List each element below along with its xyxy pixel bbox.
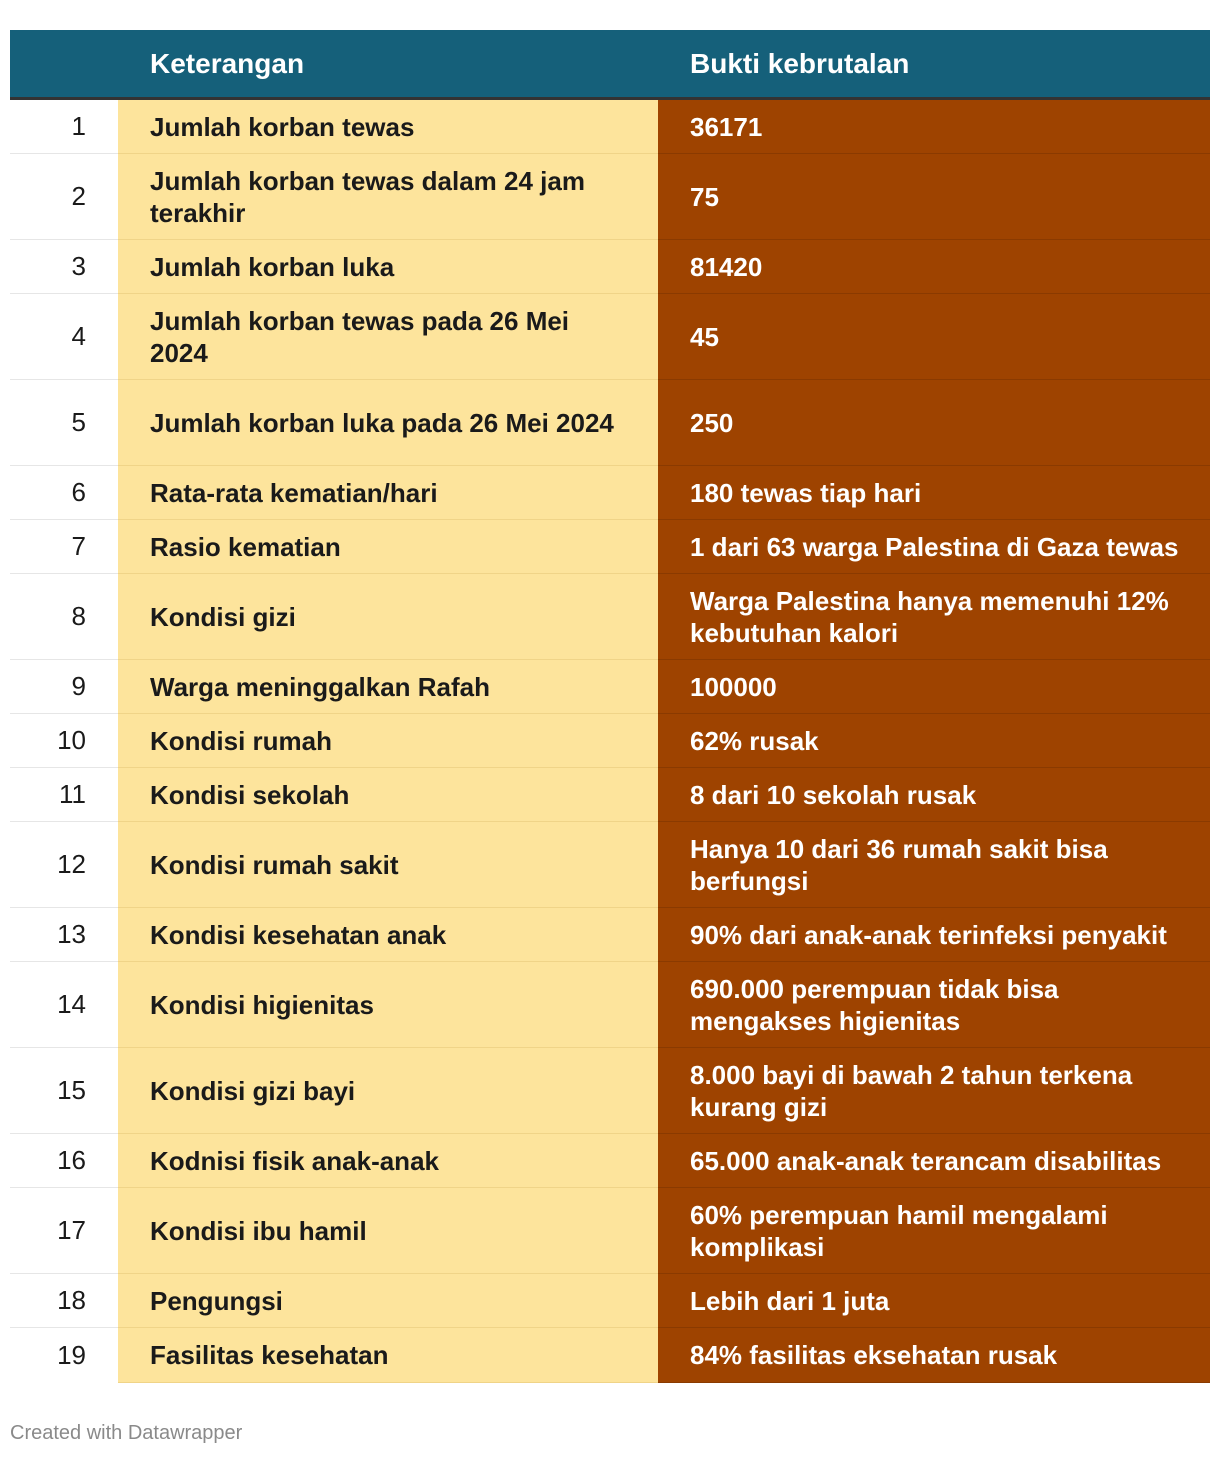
row-description: Kondisi sekolah <box>118 768 658 822</box>
row-value: 36171 <box>658 100 1210 154</box>
row-value: 250 <box>658 380 1210 466</box>
row-value: Lebih dari 1 juta <box>658 1274 1210 1328</box>
row-number: 12 <box>10 822 118 907</box>
row-value: 180 tewas tiap hari <box>658 466 1210 520</box>
table-row <box>10 1328 1210 1382</box>
table-row <box>10 1134 1210 1188</box>
row-value: 8 dari 10 sekolah rusak <box>658 768 1210 822</box>
header-bukti-kebrutalan: Bukti kebrutalan <box>690 47 910 79</box>
row-number: 10 <box>10 714 118 767</box>
table-row <box>10 768 1210 822</box>
row-value: 690.000 perempuan tidak bisa mengakses higienitas <box>658 962 1210 1048</box>
table-row <box>10 962 1210 1048</box>
row-number: 18 <box>10 1274 118 1327</box>
row-number: 16 <box>10 1134 118 1187</box>
row-description: Kondisi rumah <box>118 714 658 768</box>
row-value: Warga Palestina hanya memenuhi 12% kebutuhan kalori <box>658 574 1210 660</box>
row-number: 1 <box>10 100 118 153</box>
row-value: 100000 <box>658 660 1210 714</box>
row-value: Hanya 10 dari 36 rumah sakit bisa berfungsi <box>658 822 1210 908</box>
row-value: 65.000 anak-anak terancam disabilitas <box>658 1134 1210 1188</box>
row-description: Rasio kematian <box>118 520 658 574</box>
row-description: Jumlah korban luka pada 26 Mei 2024 <box>118 380 658 466</box>
table-row <box>10 294 1210 380</box>
row-description: Kondisi higienitas <box>118 962 658 1048</box>
table-row <box>10 714 1210 768</box>
row-number: 14 <box>10 962 118 1047</box>
row-number: 5 <box>10 380 118 465</box>
row-description: Warga meninggalkan Rafah <box>118 660 658 714</box>
row-number: 7 <box>10 520 118 573</box>
row-number: 6 <box>10 466 118 519</box>
row-description: Jumlah korban tewas dalam 24 jam terakhir <box>118 154 658 240</box>
row-number: 8 <box>10 574 118 659</box>
row-number: 2 <box>10 154 118 239</box>
table-row <box>10 100 1210 154</box>
row-value: 62% rusak <box>658 714 1210 768</box>
row-value: 1 dari 63 warga Palestina di Gaza tewas <box>658 520 1210 574</box>
header-number-cell <box>10 30 118 97</box>
row-description: Kodnisi fisik anak-anak <box>118 1134 658 1188</box>
table-row <box>10 574 1210 660</box>
table-header <box>10 30 1210 100</box>
row-description: Kondisi ibu hamil <box>118 1188 658 1274</box>
row-value: 60% perempuan hamil mengalami komplikasi <box>658 1188 1210 1274</box>
row-number: 19 <box>10 1328 118 1382</box>
table-row <box>10 822 1210 908</box>
row-value: 45 <box>658 294 1210 380</box>
table-row <box>10 1188 1210 1274</box>
row-description: Fasilitas kesehatan <box>118 1328 658 1383</box>
header-keterangan: Keterangan <box>150 47 305 79</box>
row-number: 17 <box>10 1188 118 1273</box>
row-description: Jumlah korban tewas pada 26 Mei 2024 <box>118 294 658 380</box>
table-row <box>10 240 1210 294</box>
row-number: 11 <box>10 768 118 821</box>
row-number: 3 <box>10 240 118 293</box>
row-description: Kondisi rumah sakit <box>118 822 658 908</box>
row-number: 4 <box>10 294 118 379</box>
row-description: Kondisi gizi bayi <box>118 1048 658 1134</box>
row-value: 81420 <box>658 240 1210 294</box>
row-description: Pengungsi <box>118 1274 658 1328</box>
row-value: 75 <box>658 154 1210 240</box>
row-description: Jumlah korban tewas <box>118 100 658 154</box>
row-description: Jumlah korban luka <box>118 240 658 294</box>
row-description: Kondisi kesehatan anak <box>118 908 658 962</box>
table-row <box>10 1274 1210 1328</box>
table-row <box>10 520 1210 574</box>
row-description: Kondisi gizi <box>118 574 658 660</box>
table-row <box>10 1048 1210 1134</box>
data-table <box>10 30 1210 1382</box>
datawrapper-credit[interactable]: Created with Datawrapper <box>10 1422 243 1444</box>
row-description: Rata-rata kematian/hari <box>118 466 658 520</box>
table-row <box>10 154 1210 240</box>
table-row <box>10 660 1210 714</box>
row-value: 90% dari anak-anak terinfeksi penyakit <box>658 908 1210 962</box>
row-value: 8.000 bayi di bawah 2 tahun terkena kurang gizi <box>658 1048 1210 1134</box>
row-value: 84% fasilitas eksehatan rusak <box>658 1328 1210 1383</box>
row-number: 15 <box>10 1048 118 1133</box>
table-row <box>10 908 1210 962</box>
table-row <box>10 466 1210 520</box>
table-row <box>10 380 1210 466</box>
row-number: 9 <box>10 660 118 713</box>
row-number: 13 <box>10 908 118 961</box>
